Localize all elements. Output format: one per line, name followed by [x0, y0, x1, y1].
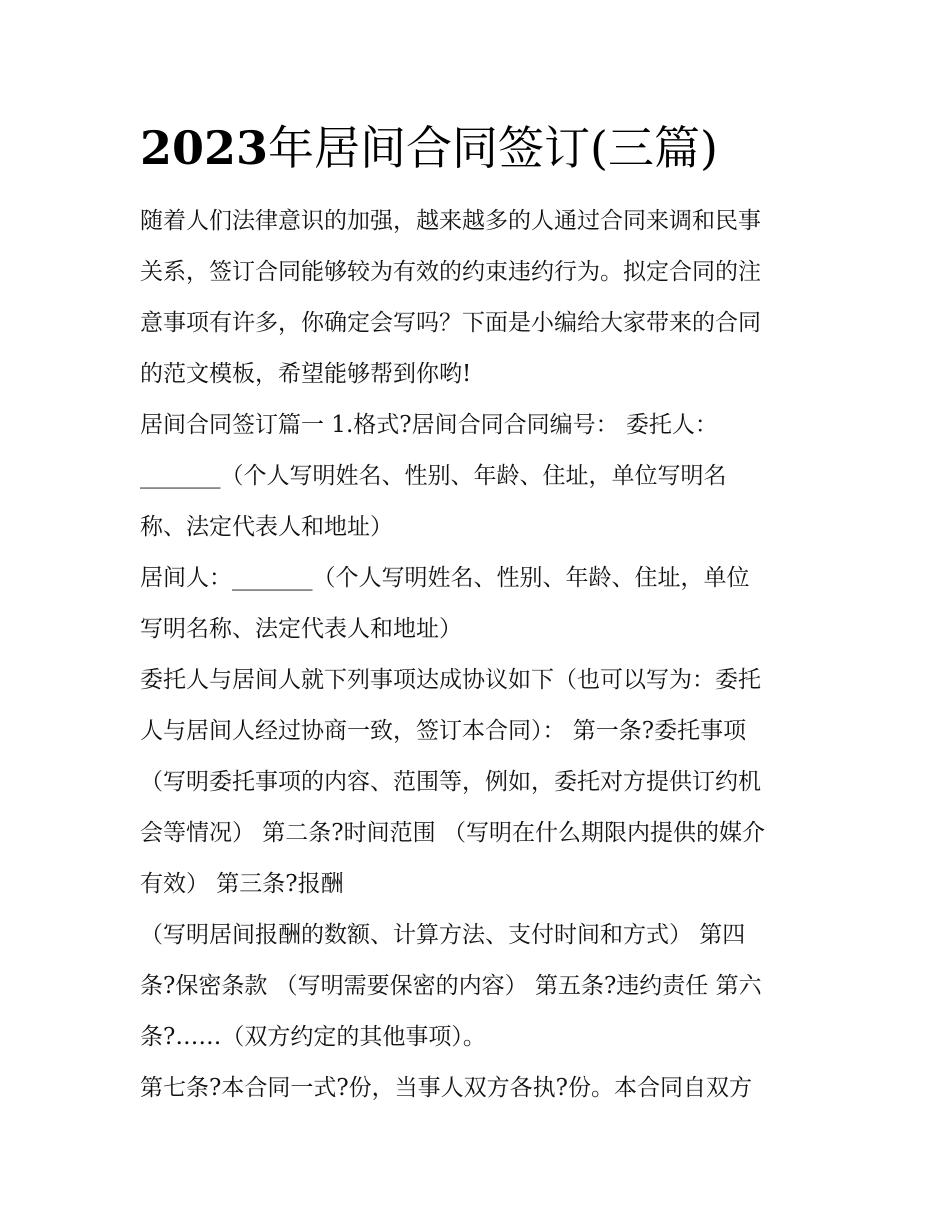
text-line: 有效） 第三条?报酬 — [140, 871, 344, 897]
text-line: 写明名称、法定代表人和地址） — [140, 616, 462, 642]
page-title — [140, 116, 718, 180]
text-line: 条?保密条款 （写明需要保密的内容） 第五条?违约责任 第六 — [140, 973, 762, 999]
title-text: 年居间合同签订(三篇) — [268, 121, 718, 175]
text-line: 人与居间人经过协商一致，签订本合同）： 第一条?委托事项 — [140, 718, 747, 744]
text-line: 会等情况） 第二条?时间范围 （写明在什么期限内提供的媒介 — [140, 820, 765, 846]
text-line: 居间合同签订篇一 1.格式?居间合同合同编号： 委托人： — [140, 412, 718, 438]
text-line: 随着人们法律意识的加强，越来越多的人通过合同来调和民事 — [140, 208, 761, 234]
text-line: 意事项有许多，你确定会写吗？下面是小编给大家带来的合同 — [140, 310, 761, 336]
document-body — [140, 196, 812, 1114]
text-line: 称、法定代表人和地址） — [140, 514, 393, 540]
text-line: （写明委托事项的内容、范围等，例如，委托对方提供订约机 — [140, 769, 761, 795]
text-line: 条?……（双方约定的其他事项）。 — [140, 1024, 486, 1050]
text-line: 关系，签订合同能够较为有效的约束违约行为。拟定合同的注 — [140, 259, 761, 285]
text-line: （写明居间报酬的数额、计算方法、支付时间和方式） 第四 — [140, 922, 746, 948]
text-line: 的范文模板，希望能够帮到你哟! — [140, 361, 472, 387]
text-line: 居间人：_______（个人写明姓名、性别、年龄、住址，单位 — [140, 565, 750, 591]
text-line: 委托人与居间人就下列事项达成协议如下（也可以写为：委托 — [140, 667, 761, 693]
text-line: _______（个人写明姓名、性别、年龄、住址，单位写明名 — [140, 463, 727, 489]
text-line: 第七条?本合同一式?份，当事人双方各执?份。本合同自双方 — [140, 1075, 752, 1101]
title-year: 2023 — [140, 121, 269, 175]
